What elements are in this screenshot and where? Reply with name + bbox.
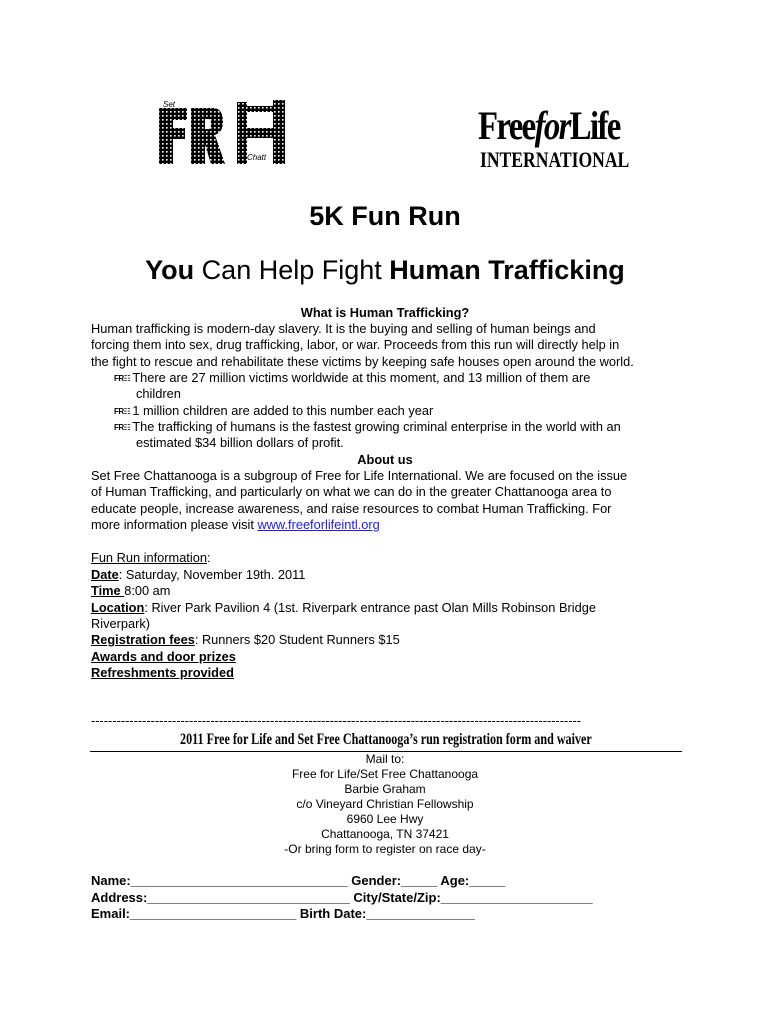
form-heading: 2011 Free for Life and Set Free Chattanooga’s run registration form and waiver <box>90 730 682 752</box>
set-free-chatt-logo <box>157 98 289 166</box>
mail-line: Chattanooga, TN 37421 <box>321 827 449 841</box>
mail-line: 6960 Lee Hwy <box>346 812 424 826</box>
ffl-logo-international: INTERNATIONAL <box>480 147 630 172</box>
mail-line: Free for Life/Set Free Chattanooga <box>291 767 479 781</box>
about-line: of Human Trafficking, and particularly on what we can do in the greater Chattanooga area to <box>91 484 612 499</box>
logo-set-text: Set <box>163 100 176 109</box>
form-field-email-birthdate[interactable]: Email:_______________________ Birth Date:_______________ <box>91 906 475 921</box>
intro-line: Human trafficking is modern-day slavery. It is the buying and selling of human beings and <box>91 321 596 336</box>
form-field-name-gender-age[interactable]: Name:______________________________ Gender:_____ Age:_____ <box>91 873 506 888</box>
mail-line: Mail to: <box>365 752 405 766</box>
intro-line: the fight to rescue and rehabilitate these victims by keeping safe houses open around the world. <box>91 354 634 369</box>
fees-row: Registration fees: Runners $20 Student Runners $15 <box>91 632 400 647</box>
mail-line: c/o Vineyard Christian Fellowship <box>296 797 474 811</box>
fr-bullet-icon: FR☷ <box>114 407 131 416</box>
refreshments-row: Refreshments provided <box>91 665 234 680</box>
bullet-continuation: children <box>136 386 181 401</box>
page-subtitle: You Can Help Fight Human Trafficking <box>145 255 625 285</box>
mail-line: -Or bring form to register on race day- <box>284 842 486 856</box>
logo-chatt-text: Chatt <box>247 153 267 162</box>
about-heading: About us <box>357 452 413 467</box>
fr-bullet-icon: FR☷ <box>114 374 131 383</box>
intro-line: forcing them into sex, drug trafficking, labor, or war. Proceeds from this run will directly help in <box>91 337 620 352</box>
time-row: Time 8:00 am <box>91 583 171 598</box>
fr-bullet-icon: FR☷ <box>114 423 131 432</box>
about-line: educate people, increase awareness, and raise resources to combat Human Trafficking. For <box>91 501 612 516</box>
mail-line: Barbie Graham <box>344 782 426 796</box>
location-row-cont: Riverpark) <box>91 616 151 631</box>
date-row: Date: Saturday, November 19th. 2011 <box>91 567 306 582</box>
website-link[interactable]: www.freeforlifeintl.org <box>257 517 380 532</box>
set-free-logo-graphic <box>157 98 289 166</box>
cut-line-divider: ------------------------------------------------------------------------------------------------------------------- <box>91 713 582 728</box>
page-title: 5K Fun Run <box>309 201 461 231</box>
form-field-address-city[interactable]: Address:____________________________ City/State/Zip:_____________________ <box>91 890 593 905</box>
location-row: Location: River Park Pavilion 4 (1st. Riverpark entrance past Olan Mills Robinson Bridge <box>91 600 596 615</box>
about-line: Set Free Chattanooga is a subgroup of Free for Life International. We are focused on the issue <box>91 468 628 483</box>
what-heading: What is Human Trafficking? <box>300 305 470 320</box>
free-for-life-logo <box>478 104 663 180</box>
funrun-heading: Fun Run information: <box>91 550 211 565</box>
bullet-continuation: estimated $34 billion dollars of profit. <box>136 435 344 450</box>
bullet-item: FR☷ There are 27 million victims worldwide at this moment, and 13 million of them are <box>114 370 591 385</box>
bullet-item: FR☷ 1 million children are added to this number each year <box>114 403 434 418</box>
about-line: more information please visit www.freeforlifeintl.org <box>91 517 380 532</box>
bullet-item: FR☷ The trafficking of humans is the fastest growing criminal enterprise in the world with an <box>114 419 621 434</box>
ffl-logo-main: FreeforLife <box>478 103 620 148</box>
awards-row: Awards and door prizes <box>91 649 236 664</box>
